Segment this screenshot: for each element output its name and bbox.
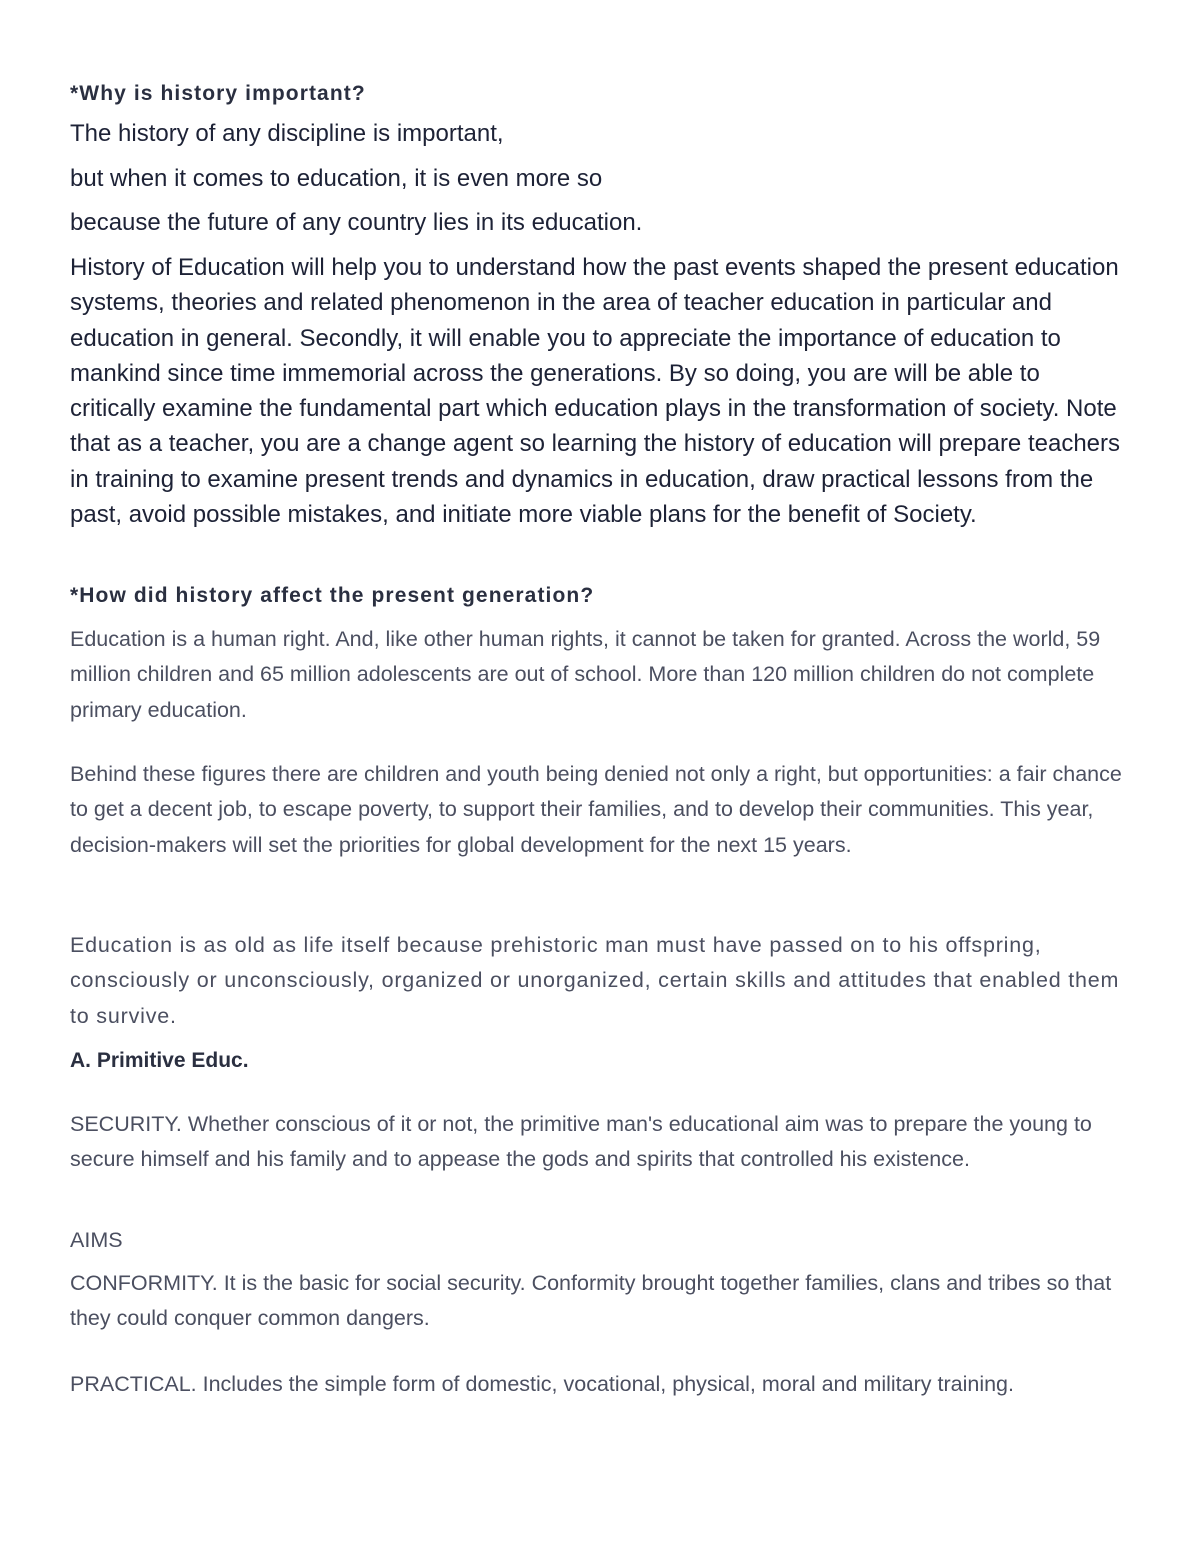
behind-figures-paragraph: Behind these figures there are children and youth being denied not only a right, but opportunities: a fair chance to get a decent job, to escape poverty, to support their families, and to develop their communities. This year, decision-makers will set the priorities for global development for the next 15 years. <box>70 762 1122 857</box>
section-heading-primitive-educ: A. Primitive Educ. <box>70 1049 249 1072</box>
question-how-history-affect: *How did history affect the present generation? <box>70 584 595 607</box>
question-why-history-important: *Why is history important? <box>70 82 366 105</box>
old-as-life-paragraph: Education is as old as life itself because prehistoric man must have passed on to his offspring, consciously or unconsciously, organized or unorganized, certain skills and attitudes that enabled them to survive. <box>70 933 1120 1028</box>
intro-line-2: but when it comes to education, it is even more so <box>70 165 603 192</box>
conformity-paragraph: CONFORMITY. It is the basic for social security. Conformity brought together families, clans and tribes so that they could conquer common dangers. <box>70 1271 1112 1331</box>
practical-paragraph: PRACTICAL. Includes the simple form of domestic, vocational, physical, moral and military training. <box>70 1372 1014 1396</box>
human-right-paragraph: Education is a human right. And, like other human rights, it cannot be taken for granted. Across the world, 59 million children and 65 million adolescents are out of school. More than 120 million children do not complete primary education. <box>70 627 1101 722</box>
intro-line-1: The history of any discipline is important, <box>70 120 504 147</box>
aims-label: AIMS <box>70 1228 123 1252</box>
intro-line-3: because the future of any country lies in its education. <box>70 209 643 236</box>
security-paragraph: SECURITY. Whether conscious of it or not, the primitive man's educational aim was to prepare the young to secure himself and his family and to appease the gods and spirits that controlled his existence. <box>70 1112 1092 1172</box>
history-of-education-paragraph: History of Education will help you to understand how the past events shaped the present education systems, theories and related phenomenon in the area of teacher education in particular and education in general. Secondly, it will enable you to appreciate the importance of education to mankind since time immemorial across the generations. By so doing, you are will be able to critically examine the fundamental part which education plays in the transformation of society. Note that as a teacher, you are a change agent so learning the history of education will prepare teachers in training to examine present trends and dynamics in education, draw practical lessons from the past, avoid possible mistakes, and initiate more viable plans for the benefit of Society. <box>70 254 1120 529</box>
